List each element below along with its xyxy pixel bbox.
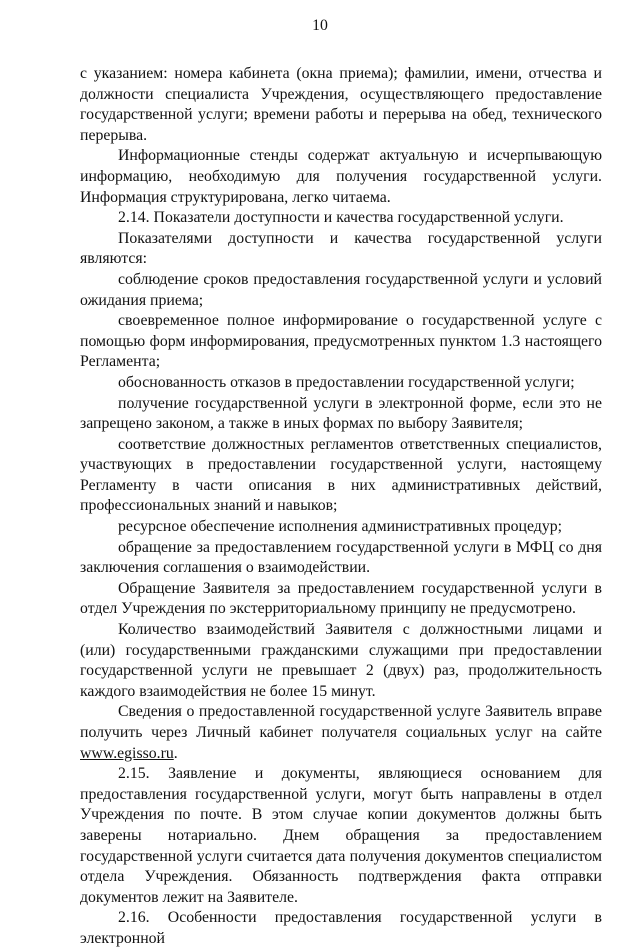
egisso-text: Сведения о предоставленной государственной услуге Заявитель вправе получить через Личный кабинет получателя социальных услуг на сайте <box>80 703 602 741</box>
paragraph: соответствие должностных регламентов ответственных специалистов, участвующих в предоставлении государственной услуги, настоящему Регламенту в части описания в них административных действий, профессиональных знаний и навыков; <box>80 435 602 515</box>
egisso-link[interactable]: www.egisso.ru <box>80 744 174 762</box>
paragraph: Показателями доступности и качества государственной услуги являются: <box>80 229 602 268</box>
paragraph: своевременное полное информирование о государственной услуге с помощью форм информирования, предусмотренных пунктом 1.3 настоящего Регламента; <box>80 312 602 371</box>
paragraph: с указанием: номера кабинета (окна приема); фамилии, имени, отчества и должности специалиста Учреждения, осуществляющего предоставление государственной услуги; времени работы и перерыва на обед, технического перерыва. <box>80 65 602 144</box>
paragraph: ресурсное обеспечение исполнения административных процедур; <box>118 518 563 536</box>
paragraph: обращение за предоставлением государственной услуги в МФЦ со дня заключения соглашения о взаимодействии. <box>80 538 602 577</box>
paragraph: соблюдение сроков предоставления государственной услуги и условий ожидания приема; <box>80 270 602 309</box>
body-text <box>80 64 602 950</box>
paragraph: 2.15. Заявление и документы, являющиеся основанием для предоставления государственной услуги, могут быть направлены в отдел Учреждения по почте. В этом случае копии документов должны быть заверены нотариально. Днем обращения за предоставлением государственной услуги считается дата получения документов специалистом отдела Учреждения. Обязанность подтверждения факта отправки документов лежит на Заявителе. <box>80 765 602 906</box>
paragraph: 2.14. Показатели доступности и качества государственной услуги. <box>118 209 564 227</box>
paragraph: получение государственной услуги в электронной форме, если это не запрещено законом, а также в иных формах по выбору Заявителя; <box>80 394 602 433</box>
paragraph: Информационные стенды содержат актуальную и исчерпывающую информацию, необходимую для получения государственной услуги. Информация структурирована, легко читаема. <box>80 147 602 206</box>
paragraph: Обращение Заявителя за предоставлением государственной услуги в отдел Учреждения по экстерриториальному принципу не предусмотрено. <box>80 579 602 618</box>
page-number: 10 <box>312 17 328 34</box>
paragraph: Количество взаимодействий Заявителя с должностными лицами и (или) государственными гражданскими служащими при предоставлении государственной услуги не превышает 2 (двух) раз, продолжительность каждого взаимодействия не более 15 минут. <box>80 621 602 700</box>
paragraph: 2.16. Особенности предоставления государственной услуги в электронной <box>80 909 602 947</box>
egisso-paragraph <box>80 702 602 764</box>
paragraph: обоснованность отказов в предоставлении государственной услуги; <box>118 373 575 391</box>
egisso-text-end: . <box>173 744 178 762</box>
